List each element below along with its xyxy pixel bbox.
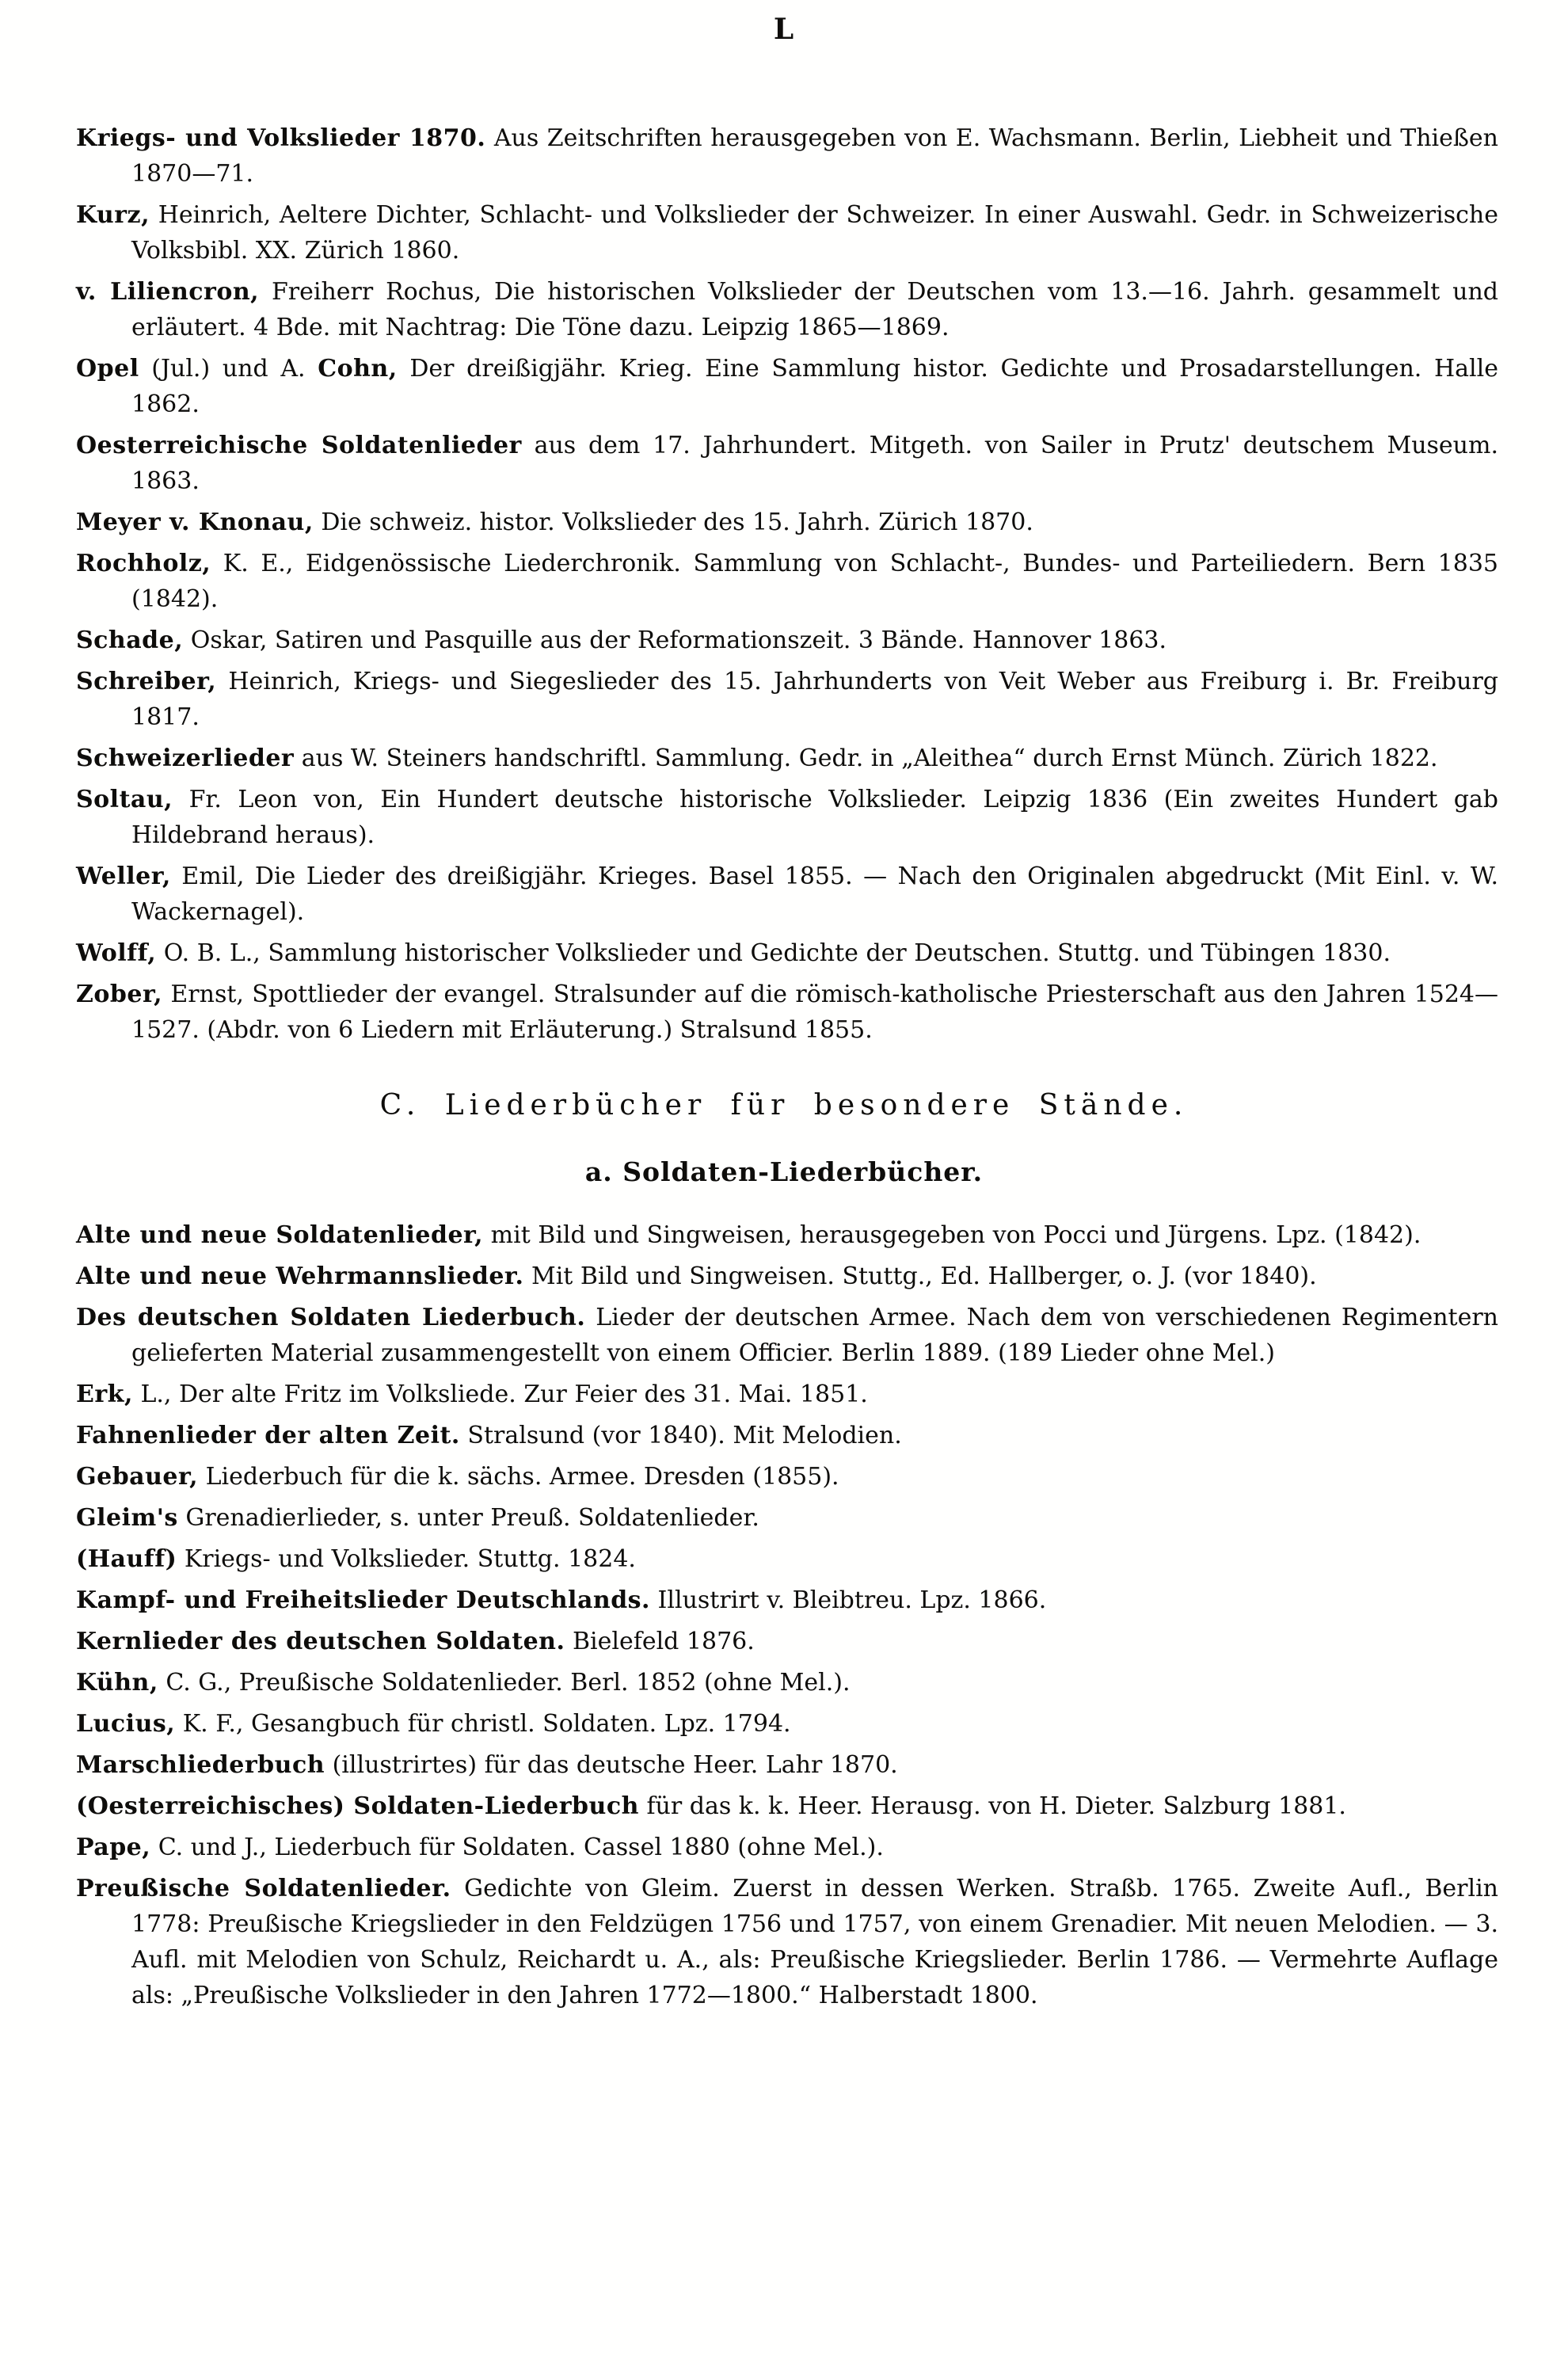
entry-lead: Erk, [76,1381,133,1408]
entry-text: Liederbuch für die k. sächs. Armee. Dresden (1855). [198,1463,839,1491]
entry-lead: Rochholz, [76,550,211,577]
entry-text: Oskar, Satiren und Pasquille aus der Reformationszeit. 3 Bände. Hannover 1863. [183,626,1167,654]
entry-text: Grenadierlieder, s. unter Preuß. Soldatenlieder. [177,1504,759,1532]
bib-entry [76,197,1498,268]
entry-text: Emil, Die Lieder des dreißigjähr. Krieges. Basel 1855. — Nach den Originalen abgedruckt (Mit Einl. v. W. Wackernagel). [131,863,1498,926]
entry-lead: Zober, [76,981,163,1008]
bib-entry [76,505,1498,540]
entry-text: L., Der alte Fritz im Volksliede. Zur Feier des 31. Mai. 1851. [132,1381,868,1408]
bib-entry [76,546,1498,617]
bib-entry [76,428,1498,499]
entry-text: Die schweiz. histor. Volkslieder des 15. Jahrh. Zürich 1870. [313,508,1033,536]
entry-lead: (Hauff) [76,1545,177,1573]
bib-entry [76,1459,1498,1495]
entry-lead: Preußische Soldatenlieder. [76,1875,451,1902]
entry-lead: Opel [76,355,139,383]
bib-entry [76,741,1498,776]
entry-lead: Alte und neue Wehrmannslieder. [76,1262,524,1290]
entry-text: Illustrirt v. Bleibtreu. Lpz. 1866. [650,1586,1047,1614]
bib-entry [76,859,1498,930]
bib-entry [76,623,1498,658]
entry-lead: Schweizerlieder [76,745,295,772]
entry-text: C. und J., Liederbuch für Soldaten. Cassel 1880 (ohne Mel.). [150,1834,884,1861]
entry-text: aus W. Steiners handschriftl. Sammlung. Gedr. in „Aleithea“ durch Ernst Münch. Zürich 1822. [294,745,1438,772]
entry-lead: (Oesterreichisches) Soldaten-Liederbuch [76,1792,639,1820]
entry-text: Heinrich, Kriegs- und Siegeslieder des 15. Jahrhunderts von Veit Weber aus Freiburg i. Br. Freiburg 1817. [131,668,1498,731]
entry-text: Stralsund (vor 1840). Mit Melodien. [459,1422,902,1449]
entry-lead: Schade, [76,626,184,654]
entry-text: Lieder der deutschen Armee. Nach dem von verschiedenen Regimentern gelieferten Material zusammengestellt von einem Officier. Berlin 1889. (189 Lieder ohne Mel.) [131,1304,1498,1367]
entry-lead: Wolff, [76,939,157,967]
bib-entry [76,1871,1498,2013]
entry-lead: Gleim's [76,1504,178,1532]
bib-entry [76,1418,1498,1453]
entry-lead: Gebauer, [76,1463,199,1491]
bib-entry [76,1259,1498,1294]
entry-text: (illustrirtes) für das deutsche Heer. Lahr 1870. [325,1751,898,1779]
entry-lead: Weller, [76,863,171,890]
entry-text: für das k. k. Heer. Herausg. von H. Dieter. Salzburg 1881. [638,1792,1346,1820]
bib-entry [76,1541,1498,1577]
bib-entry [76,1788,1498,1824]
entry-text: Bielefeld 1876. [565,1628,755,1655]
entry-text: C. G., Preußische Soldatenlieder. Berl. 1852 (ohne Mel.). [158,1669,851,1697]
bib-entry [76,935,1498,971]
section-heading: C. Liederbücher für besondere Stände. [379,1089,1189,1122]
entry-lead: Kühn, [76,1669,158,1697]
entry-lead: Cohn, [318,355,398,383]
bib-entry [76,1582,1498,1618]
entry-lead: Kernlieder des deutschen Soldaten. [76,1628,565,1655]
entry-text: aus dem 17. Jahrhundert. Mitgeth. von Sailer in Prutz' deutschem Museum. 1863. [131,432,1498,495]
entry-text: Der dreißigjähr. Krieg. Eine Sammlung histor. Gedichte und Prosadarstellungen. Halle 1862. [131,355,1498,418]
entry-text: K. F., Gesangbuch für christl. Soldaten. Lpz. 1794. [175,1710,791,1738]
entry-text: Mit Bild und Singweisen. Stuttg., Ed. Hallberger, o. J. (vor 1840). [523,1262,1317,1290]
entry-text: Aus Zeitschriften herausgegeben von E. Wachsmann. Berlin, Liebheit und Thießen 1870—71. [131,124,1498,188]
entry-lead: Meyer v. Knonau, [76,508,314,536]
entry-lead: Oesterreichische Soldatenlieder [76,432,522,459]
bib-entry [76,351,1498,422]
entry-lead: Marschliederbuch [76,1751,325,1779]
entry-lead: Des deutschen Soldaten Liederbuch. [76,1304,586,1331]
bib-entry [76,977,1498,1048]
bib-entry [76,1665,1498,1700]
entry-text: Heinrich, Aeltere Dichter, Schlacht- und Volkslieder der Schweizer. In einer Auswahl. Gedr. in Schweizerische Volksbibl. XX. Zürich 1860. [131,201,1498,265]
bibliography-list-soldiers [0,1217,1568,2013]
entry-text: Kriegs- und Volkslieder. Stuttg. 1824. [177,1545,636,1573]
entry-lead: Pape, [76,1834,151,1861]
entry-lead: Kurz, [76,201,150,229]
entry-text: Freiherr Rochus, Die historischen Volkslieder der Deutschen vom 13.—16. Jahrh. gesammelt und erläutert. 4 Bde. mit Nachtrag: Die Töne dazu. Leipzig 1865—1869. [131,278,1499,341]
page-header [0,0,1568,48]
bib-entry [76,1217,1498,1253]
entry-text: (Jul.) und A. [139,355,318,383]
subsection-heading: a. Soldaten-Liederbücher. [584,1156,984,1187]
bib-entry [76,1500,1498,1536]
page-header-letter: L [773,13,795,46]
entry-lead: Kriegs- und Volkslieder 1870. [76,124,486,152]
entry-lead: Schreiber, [76,668,217,695]
bib-entry [76,120,1498,192]
entry-text: Fr. Leon von, Ein Hundert deutsche historische Volkslieder. Leipzig 1836 (Ein zweites Hundert gab Hildebrand heraus). [131,786,1498,849]
bib-entry [76,664,1498,735]
bib-entry [76,782,1498,853]
entry-lead: Kampf- und Freiheitslieder Deutschlands. [76,1586,650,1614]
entry-lead: Alte und neue Soldatenlieder, [76,1221,484,1249]
bib-entry [76,1377,1498,1412]
bib-entry [76,1747,1498,1783]
entry-text: mit Bild und Singweisen, herausgegeben von Pocci und Jürgens. Lpz. (1842). [483,1221,1421,1249]
bibliography-list-general [0,120,1568,1048]
entry-lead: Soltau, [76,786,173,813]
entry-lead: Fahnenlieder der alten Zeit. [76,1422,460,1449]
bib-entry [76,1300,1498,1371]
bib-entry [76,1830,1498,1865]
entry-text: K. E., Eidgenössische Liederchronik. Sammlung von Schlacht-, Bundes- und Parteiliedern. Bern 1835 (1842). [131,550,1498,613]
bib-entry [76,1706,1498,1742]
entry-text: O. B. L., Sammlung historischer Volkslieder und Gedichte der Deutschen. Stuttg. und Tübingen 1830. [156,939,1391,967]
entry-lead: Lucius, [76,1710,176,1738]
bib-entry [76,274,1498,345]
entry-lead: v. Liliencron, [76,278,260,306]
entry-text: Gedichte von Gleim. Zuerst in dessen Werken. Straßb. 1765. Zweite Aufl., Berlin 1778: Preußische Kriegslieder in den Feldzügen 1756 und 1757, von einem Grenadier. Mit neuen Melodien. — 3. Aufl. mit Melodien von Schulz, Reichardt u. A., als: Preußische Kriegslieder. Berlin 1786. — Vermehrte Auflage als: „Preußische Volkslieder in den Jahren 1772—1800.“ Halberstadt 1800. [131,1875,1498,2009]
entry-text: Ernst, Spottlieder der evangel. Stralsunder auf die römisch-katholische Priesterschaft aus den Jahren 1524—1527. (Abdr. von 6 Liedern mit Erläuterung.) Stralsund 1855. [131,981,1498,1044]
bib-entry [76,1624,1498,1659]
